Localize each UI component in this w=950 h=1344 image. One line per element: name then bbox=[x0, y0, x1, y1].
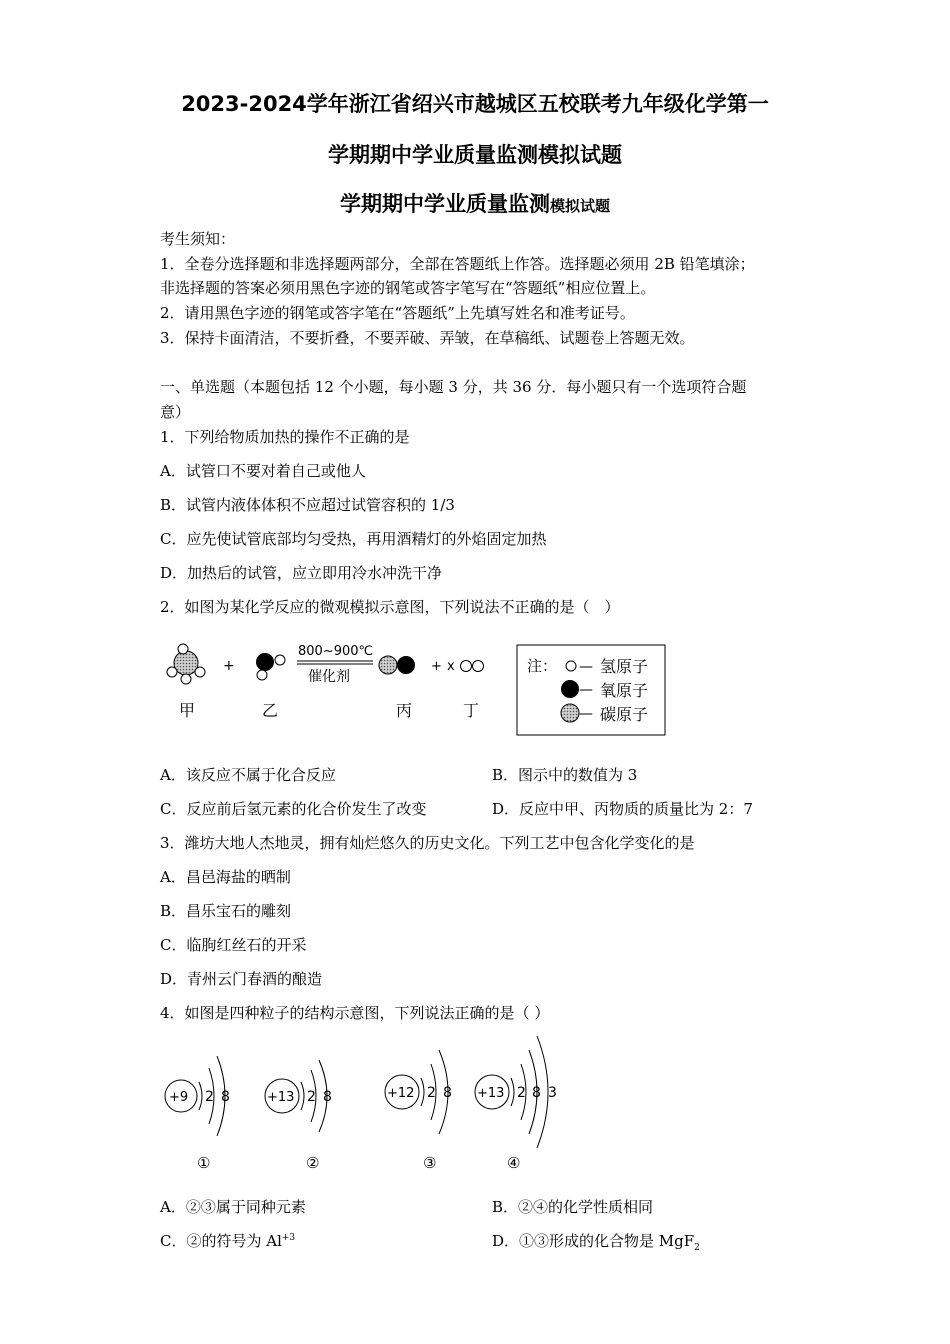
notice-item: 2．请用黑色字迹的钢笔或答字笔在“答题纸”上先填写姓名和准考证号。 bbox=[160, 304, 635, 322]
particle-structure-diagram bbox=[155, 1030, 575, 1180]
particle-label: ④ bbox=[507, 1154, 521, 1172]
shell-electrons: 8 bbox=[443, 1085, 452, 1101]
page-title-line1: 2023-2024学年浙江省绍兴市越城区五校联考九年级化学第一 bbox=[181, 92, 769, 116]
shell-electrons: 2 bbox=[205, 1089, 214, 1105]
particle-1 bbox=[165, 1056, 230, 1172]
section-heading-cont: 意） bbox=[160, 403, 191, 421]
q2-option-b: B．图示中的数值为 3 bbox=[492, 766, 638, 784]
q2-option-c: C．反应前后氢元素的化合价发生了改变 bbox=[160, 800, 427, 818]
legend-carbon: 碳原子 bbox=[600, 705, 649, 724]
shell-electrons: 8 bbox=[323, 1089, 332, 1105]
charge-superscript: +3 bbox=[281, 1233, 296, 1243]
coefficient-x: x bbox=[447, 659, 455, 674]
q2-option-a: A．该反应不属于化合反应 bbox=[160, 766, 336, 784]
q3-option-c: C．临朐红丝石的开采 bbox=[160, 936, 307, 954]
q4-option-a: A．②③属于同种元素 bbox=[160, 1198, 306, 1216]
particle-label: ② bbox=[306, 1154, 320, 1172]
q4-option-d-text: D．①③形成的化合物是 MgF bbox=[492, 1232, 695, 1250]
nucleus-charge: +12 bbox=[387, 1086, 415, 1101]
svg-text:—: — bbox=[579, 682, 593, 698]
legend-hydrogen: 氢原子 bbox=[600, 657, 649, 676]
q3-option-a: A．昌邑海盐的晒制 bbox=[160, 868, 291, 886]
particle-3 bbox=[385, 1050, 452, 1172]
q4-option-c bbox=[160, 1230, 295, 1251]
q4-option-c-text: C．②的符号为 Al bbox=[160, 1232, 282, 1250]
shell-electrons: 8 bbox=[532, 1085, 541, 1101]
legend-oxygen-icon bbox=[561, 680, 579, 698]
label-jia: 甲 bbox=[179, 701, 196, 720]
nucleus-charge: +9 bbox=[169, 1090, 189, 1105]
shell-electrons: 2 bbox=[427, 1085, 436, 1101]
notice-item: 3．保持卡面清洁，不要折叠，不要弄破、弄皱，在草稿纸、试题卷上答题无效。 bbox=[160, 329, 695, 347]
legend-prefix: 注： bbox=[527, 657, 558, 675]
molecule-bing bbox=[379, 656, 415, 674]
page-title-line2: 学期期中学业质量监测模拟试题 bbox=[328, 143, 622, 167]
legend-carbon-icon bbox=[561, 704, 579, 722]
shell-electrons: 2 bbox=[517, 1085, 526, 1101]
particle-2 bbox=[265, 1060, 332, 1172]
svg-text:—: — bbox=[579, 659, 593, 675]
q1-stem: 1．下列给物质加热的操作不正确的是 bbox=[160, 428, 410, 446]
q2-stem: 2．如图为某化学反应的微观模拟示意图，下列说法不正确的是（ ） bbox=[160, 598, 620, 616]
plus-sign: + bbox=[223, 658, 235, 674]
molecule-jia bbox=[167, 644, 205, 684]
nucleus-charge: +13 bbox=[267, 1090, 295, 1105]
legend-hydrogen-icon bbox=[566, 661, 576, 671]
reaction-diagram bbox=[155, 635, 675, 740]
label-ding: 丁 bbox=[463, 701, 480, 720]
shell-electrons: 8 bbox=[221, 1089, 230, 1105]
section-heading: 一、单选题（本题包括 12 个小题，每小题 3 分，共 36 分．每小题只有一个选项符合题 bbox=[160, 378, 747, 396]
q2-option-d: D．反应中甲、丙物质的质量比为 2：7 bbox=[492, 800, 753, 818]
legend-oxygen: 氧原子 bbox=[600, 681, 649, 700]
q1-option-d: D．加热后的试管，应立即用冷水冲洗干净 bbox=[160, 564, 443, 582]
particle-4 bbox=[475, 1036, 557, 1172]
particle-label: ① bbox=[197, 1154, 211, 1172]
reaction-condition-temp: 800~900℃ bbox=[298, 644, 374, 659]
q3-option-b: B．昌乐宝石的雕刻 bbox=[160, 902, 292, 920]
q3-option-d: D．青州云门春酒的酿造 bbox=[160, 970, 323, 988]
molecule-yi bbox=[256, 653, 285, 680]
notice-heading: 考生须知： bbox=[160, 230, 236, 248]
shell-electrons: 2 bbox=[307, 1089, 316, 1105]
molecule-ding bbox=[461, 661, 484, 672]
plus-sign: + bbox=[431, 659, 442, 674]
q4-option-b: B．②④的化学性质相同 bbox=[492, 1198, 654, 1216]
nucleus-charge: +13 bbox=[477, 1086, 505, 1101]
q1-option-a: A．试管口不要对着自己或他人 bbox=[160, 462, 366, 480]
q1-option-c: C．应先使试管底部均匀受热，再用酒精灯的外焰固定加热 bbox=[160, 530, 547, 548]
notice-item: 非选择题的答案必须用黑色字迹的钢笔或答字笔写在“答题纸”相应位置上。 bbox=[160, 279, 656, 297]
svg-text:—: — bbox=[579, 706, 593, 722]
formula-subscript: 2 bbox=[694, 1243, 700, 1253]
q4-stem: 4．如图是四种粒子的结构示意图，下列说法正确的是（ ） bbox=[160, 1004, 550, 1022]
q1-option-b: B．试管内液体体积不应超过试管容积的 1/3 bbox=[160, 496, 455, 514]
q3-stem: 3．潍坊大地人杰地灵，拥有灿烂悠久的历史文化。下列工艺中包含化学变化的是 bbox=[160, 834, 695, 852]
page-title-line3 bbox=[0, 188, 950, 218]
label-yi: 乙 bbox=[262, 701, 279, 720]
notice-item: 1．全卷分选择题和非选择题两部分，全部在答题纸上作答。选择题必须用 2B 铅笔填涂； bbox=[160, 255, 755, 273]
particle-label: ③ bbox=[423, 1154, 437, 1172]
shell-electrons: 3 bbox=[548, 1085, 557, 1101]
label-bing: 丙 bbox=[396, 701, 413, 720]
title-line3-big: 学期期中学业质量监测 bbox=[339, 192, 550, 216]
title-line3-small: 模拟试题 bbox=[549, 197, 610, 215]
q4-option-d bbox=[492, 1230, 700, 1253]
reaction-condition-catalyst: 催化剂 bbox=[308, 669, 350, 685]
